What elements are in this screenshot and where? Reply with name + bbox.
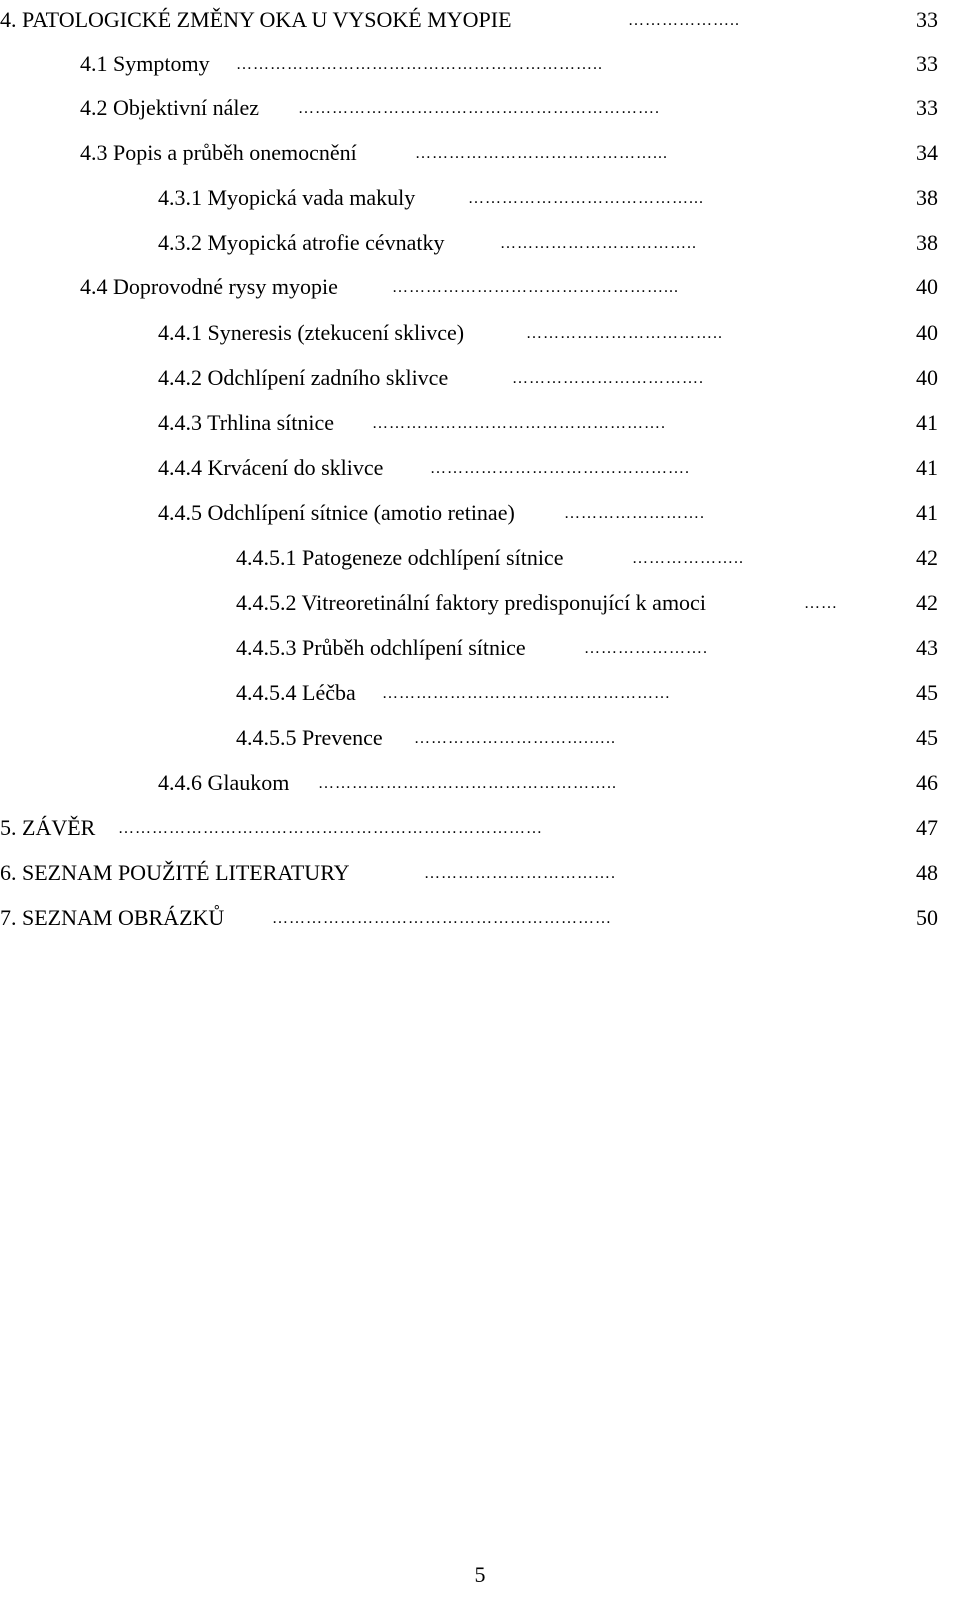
- toc-entry-title: 4. PATOLOGICKÉ ZMĚNY OKA U VYSOKÉ MYOPIE: [0, 7, 512, 32]
- toc-entry-page: 48: [914, 858, 938, 888]
- toc-entry-leader: ……: [804, 595, 838, 612]
- toc-entry-leader: …………………….: [564, 505, 705, 522]
- toc-entry-4-4-5-1[interactable]: [236, 543, 938, 573]
- toc-entry-leader: ……………………………………...: [415, 145, 668, 162]
- toc-entry-leader: …………………………………...: [468, 190, 704, 207]
- toc-entry-title: 4.4.5.1 Patogeneze odchlípení sítnice: [236, 545, 564, 570]
- toc-entry-title: 6. SEZNAM POUŽITÉ LITERATURY: [0, 860, 350, 885]
- toc-entry-leader: …………………………………………….: [372, 415, 666, 432]
- toc-entry-page: 34: [914, 138, 938, 168]
- toc-entry-page: 50: [914, 903, 938, 933]
- toc-entry-leader: ……………………………………………………….: [298, 100, 660, 117]
- toc-entry-page: 47: [914, 813, 938, 843]
- toc-entry-7[interactable]: [0, 903, 938, 933]
- toc-entry-4-3-1[interactable]: [158, 183, 938, 213]
- toc-entry-4-4-5-5[interactable]: [236, 723, 938, 753]
- toc-entry-title: 4.4.5.5 Prevence: [236, 725, 383, 750]
- toc-entry-title: 4.1 Symptomy: [80, 51, 210, 76]
- toc-entry-4-4-5-4[interactable]: [236, 678, 938, 708]
- toc-entry-page: 41: [914, 453, 938, 483]
- toc-entry-leader: …………………………………………...: [392, 279, 679, 296]
- toc-entry-4-3-2[interactable]: [158, 228, 938, 258]
- toc-entry-page: 38: [914, 183, 938, 213]
- toc-entry-title: 4.4.3 Trhlina sítnice: [158, 410, 335, 435]
- page-number: 5: [474, 1562, 486, 1587]
- toc-entry-leader: ……………………………………………..: [318, 775, 617, 792]
- toc-entry-4-4-5-2[interactable]: [236, 588, 938, 618]
- toc-entry-title: 4.3.1 Myopická vada makuly: [158, 185, 416, 210]
- toc-entry-leader: ……………………………………………………: [272, 910, 612, 927]
- toc-entry-leader: …………………………….: [424, 865, 616, 882]
- toc-entry-title: 4.3 Popis a průběh onemocnění: [80, 140, 357, 165]
- toc-entry-4-3[interactable]: [80, 138, 938, 168]
- toc-entry-title: 4.4.1 Syneresis (ztekucení sklivce): [158, 320, 465, 345]
- toc-entry-4-2[interactable]: [80, 93, 938, 123]
- toc-entry-4-4-5[interactable]: [158, 498, 938, 528]
- toc-entry-4-1[interactable]: [80, 49, 938, 79]
- toc-entry-leader: ………………….: [584, 640, 708, 657]
- toc-entry-page: 42: [914, 588, 938, 618]
- toc-entry-page: 45: [914, 723, 938, 753]
- toc-entry-leader: …………………………………………………………………: [118, 820, 543, 837]
- toc-entry-page: 40: [914, 318, 938, 348]
- toc-entry-leader: ………………………………………………………..: [236, 56, 603, 73]
- toc-entry-4-4-5-3[interactable]: [236, 633, 938, 663]
- toc-entry-4-4-4[interactable]: [158, 453, 938, 483]
- toc-entry-title: 4.4.4 Krvácení do sklivce: [158, 455, 384, 480]
- toc-entry-page: 33: [914, 93, 938, 123]
- toc-entry-leader: ………………………….…..: [414, 730, 616, 747]
- toc-entry-page: 38: [914, 228, 938, 258]
- toc-entry-page: 45: [914, 678, 938, 708]
- toc-entry-leader: ………………..: [628, 12, 740, 29]
- toc-entry-leader: …………………………….: [512, 370, 704, 387]
- toc-entry-title: 7. SEZNAM OBRÁZKŮ: [0, 905, 225, 930]
- toc-entry-title: 4.4.5 Odchlípení sítnice (amotio retinae): [158, 500, 515, 525]
- toc-entry-title: 4.4 Doprovodné rysy myopie: [80, 274, 338, 299]
- toc-entry-4-4-6[interactable]: [158, 768, 938, 798]
- toc-entry-page: 40: [914, 272, 938, 302]
- toc-entry-leader: ……………………………..: [526, 325, 723, 342]
- toc-entry-page: 43: [914, 633, 938, 663]
- toc-entry-leader: ………………..: [632, 550, 744, 567]
- toc-entry-leader: ……………………………..: [500, 235, 697, 252]
- toc-entry-title: 4.3.2 Myopická atrofie cévnatky: [158, 230, 445, 255]
- toc-entry-title: 4.4.2 Odchlípení zadního sklivce: [158, 365, 449, 390]
- toc-entry-4-4-2[interactable]: [158, 363, 938, 393]
- toc-entry-page: 41: [914, 498, 938, 528]
- toc-entry-page: 40: [914, 363, 938, 393]
- toc-entry-5[interactable]: [0, 813, 938, 843]
- toc-entry-title: 4.4.5.2 Vitreoretinální faktory predisponující k amoci: [236, 590, 706, 615]
- toc-entry-6[interactable]: [0, 858, 938, 888]
- toc-entry-page: 41: [914, 408, 938, 438]
- toc-entry-page: 33: [914, 5, 938, 35]
- toc-entry-4[interactable]: [0, 5, 938, 35]
- toc-entry-title: 4.4.5.3 Průběh odchlípení sítnice: [236, 635, 526, 660]
- toc-entry-title: 4.4.6 Glaukom: [158, 770, 290, 795]
- toc-entry-title: 5. ZÁVĚR: [0, 815, 96, 840]
- toc-entry-title: 4.2 Objektivní nález: [80, 95, 260, 120]
- toc-entry-4-4-3[interactable]: [158, 408, 938, 438]
- toc-entry-4-4-1[interactable]: [158, 318, 938, 348]
- toc-entry-4-4[interactable]: [80, 272, 938, 302]
- toc-entry-title: 4.4.5.4 Léčba: [236, 680, 356, 705]
- toc-entry-leader: ……………………………………………: [382, 685, 671, 702]
- toc-entry-page: 46: [914, 768, 938, 798]
- toc-entry-leader: ……………………………………….: [430, 460, 690, 477]
- toc-entry-page: 33: [914, 49, 938, 79]
- toc-entry-page: 42: [914, 543, 938, 573]
